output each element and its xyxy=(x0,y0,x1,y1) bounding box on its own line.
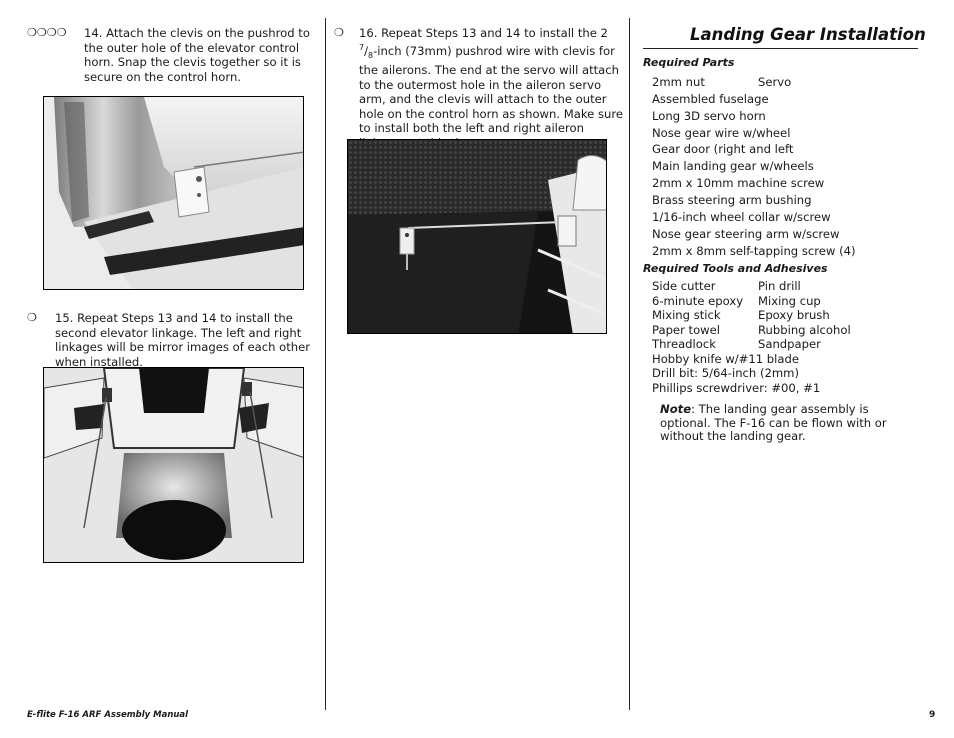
part-item: Brass steering arm bushing xyxy=(652,193,812,207)
photo-aileron-linkage-image xyxy=(348,140,607,334)
part-item: 1/16-inch wheel collar w/screw xyxy=(652,210,831,224)
tool-item: Mixing cup xyxy=(758,294,821,308)
part-item: Long 3D servo horn xyxy=(652,109,766,123)
part-item: Gear door (right and left xyxy=(652,142,794,156)
tool-item: Sandpaper xyxy=(758,337,821,351)
checkbox-icons[interactable]: ❍❍❍❍ xyxy=(27,26,67,39)
required-parts-label: Required Parts xyxy=(643,56,735,69)
tool-item: Mixing stick xyxy=(652,308,721,322)
note-label: Note xyxy=(660,402,692,416)
part-item: 2mm nut xyxy=(652,75,705,89)
photo-aileron-linkage xyxy=(347,139,607,334)
checkbox-icon[interactable]: ❍ xyxy=(334,26,344,39)
step-16-text-b: -inch (73mm) pushrod wire with clevis for the ailerons. The end at the servo will attach to the outermost hole in the aileron servo arm, and the clevis will attach to the outer hole on the control horn as shown. Make sure to install both the left and right aileron xyxy=(359,43,624,136)
part-item: Nose gear steering arm w/screw xyxy=(652,227,840,241)
photo-elevator-linkages-image xyxy=(44,368,304,563)
photo-elevator-clevis-image xyxy=(44,97,304,290)
part-item: Main landing gear w/wheels xyxy=(652,159,814,173)
column-divider xyxy=(629,18,630,710)
title-underline xyxy=(643,48,918,49)
tool-item: Pin drill xyxy=(758,279,801,293)
photo-elevator-linkages xyxy=(43,367,304,563)
step-15-text: 15. Repeat Steps 13 and 14 to install the second elevator linkage. The left and right linkages will be mirror images of each other when installed. xyxy=(55,311,310,369)
note-text: : The landing gear assembly is optional. The F-16 can be flown with or without the landing gear. xyxy=(660,402,887,443)
tool-item: 6-minute epoxy xyxy=(652,294,744,308)
photo-elevator-clevis xyxy=(43,96,304,290)
tool-item: Phillips screwdriver: #00, #1 xyxy=(652,381,821,395)
tool-item: Threadlock xyxy=(652,337,716,351)
step-16-text: 16. Repeat Steps 13 and 14 to install the 2 $^7/_8$-inch (73mm) pushrod wire with clevis for the ailerons. The end at the servo will attach to the outermost hole in the aileron servo arm, and the clevis will attach to the outer hole on the control horn as shown. Make sure to install both the left and right aileron xyxy=(359,26,624,150)
step-16-text-a: 16. Repeat Steps 13 and 14 to install the 2 xyxy=(359,26,608,40)
column-divider xyxy=(325,18,326,710)
note-paragraph xyxy=(660,403,900,444)
part-item: Assembled fuselage xyxy=(652,92,769,106)
fraction-denominator: 8 xyxy=(368,50,374,60)
part-item: 2mm x 8mm self-tapping screw (4) xyxy=(652,244,856,258)
step-14-text: 14. Attach the clevis on the pushrod to the outer hole of the elevator control horn. Snap the clevis together so it is secure on the control horn. xyxy=(84,26,310,84)
page-number: 9 xyxy=(929,710,936,720)
footer-manual-title: E-flite F-16 ARF Assembly Manual xyxy=(27,710,189,720)
tool-item: Side cutter xyxy=(652,279,716,293)
tool-item: Paper towel xyxy=(652,323,720,337)
required-tools-label: Required Tools and Adhesives xyxy=(643,262,828,275)
tool-item: Hobby knife w/#11 blade xyxy=(652,352,799,366)
checkbox-icon[interactable]: ❍ xyxy=(27,311,37,324)
part-item: Nose gear wire w/wheel xyxy=(652,126,791,140)
tool-item: Drill bit: 5/64-inch (2mm) xyxy=(652,366,799,380)
part-item: Servo xyxy=(758,75,792,89)
tool-item: Rubbing alcohol xyxy=(758,323,851,337)
section-title: Landing Gear Installation xyxy=(690,25,926,44)
part-item: 2mm x 10mm machine screw xyxy=(652,176,825,190)
fraction-numerator: 7 xyxy=(359,42,365,52)
tool-item: Epoxy brush xyxy=(758,308,830,322)
